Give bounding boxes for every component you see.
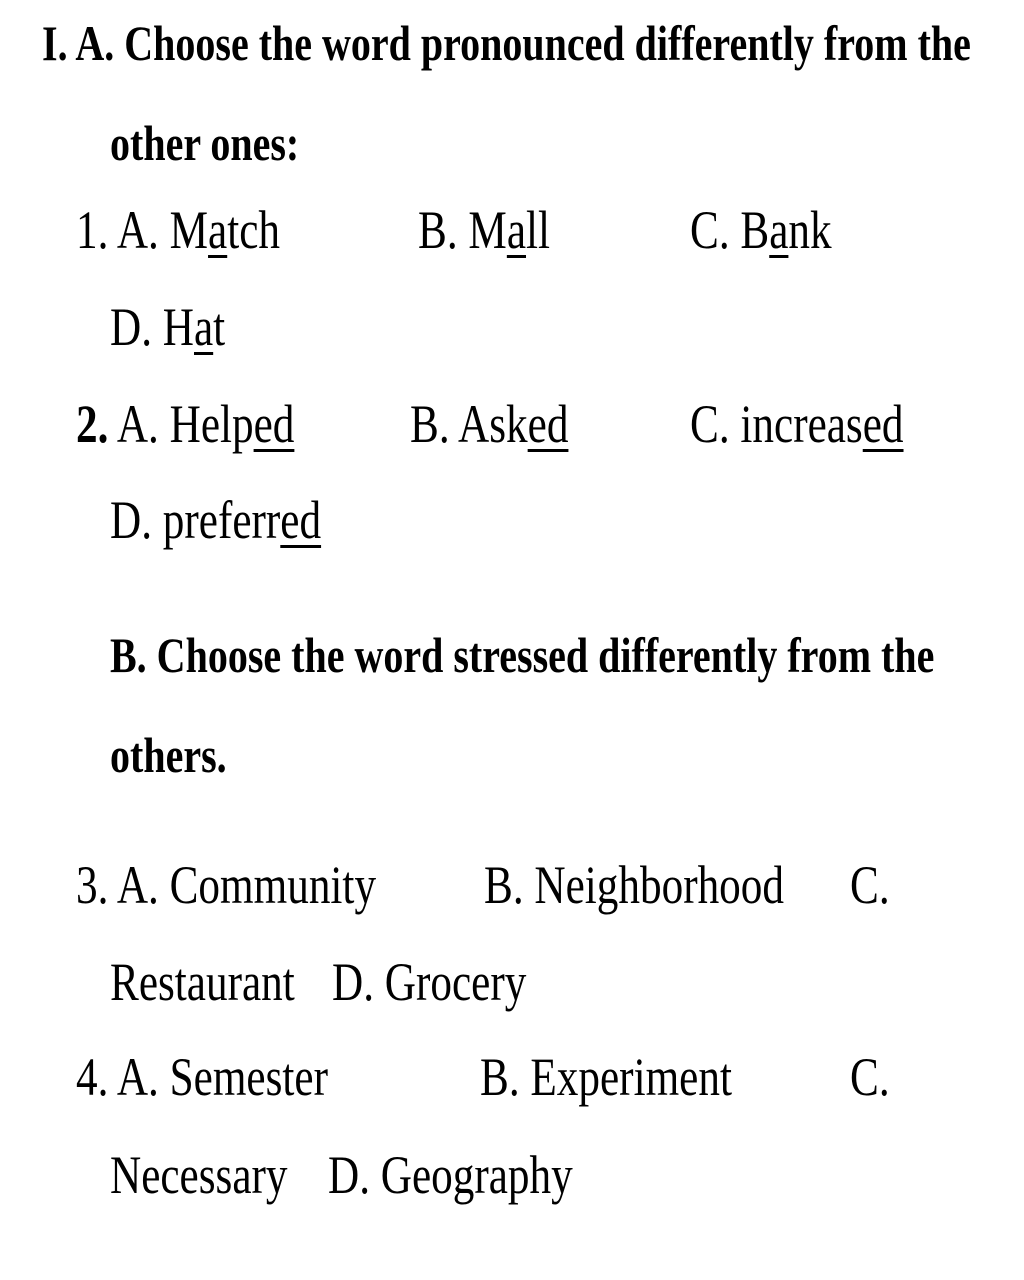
q2-option-d: D. preferred: [110, 490, 322, 550]
q2-option-b: B. Asked: [410, 394, 569, 454]
q3-option-c-word: Restaurant: [110, 952, 295, 1012]
q1-option-c: C. Bank: [690, 200, 832, 260]
q2-option-d-underlined: ed: [280, 490, 322, 550]
q2-option-a: 2. A. Helped: [76, 394, 295, 454]
q1-option-a: 1. A. Match: [76, 200, 280, 260]
q1-option-b: B. Mall: [418, 200, 551, 260]
q1-option-b-underlined: a: [506, 200, 527, 260]
section-a-title-continued: other ones:: [110, 115, 300, 171]
q3-option-d: D. Grocery: [332, 952, 527, 1012]
section-b-title: B. Choose the word stressed differently from the: [110, 627, 935, 683]
q2-option-a-underlined: ed: [253, 394, 295, 454]
q4-option-c-label: C.: [850, 1047, 890, 1107]
q3-option-a: 3. A. Community: [76, 855, 377, 915]
q4-option-b: B. Experiment: [480, 1047, 732, 1107]
q1-option-a-underlined: a: [208, 200, 228, 260]
q4-option-d: D. Geography: [328, 1145, 573, 1205]
section-b-title-continued: others.: [110, 727, 227, 783]
q2-option-c-underlined: ed: [862, 394, 904, 454]
q4-option-c-word: Necessary: [110, 1145, 288, 1205]
q1-number: 1.: [76, 200, 109, 260]
q1-option-d: D. Hat: [110, 297, 226, 357]
q1-option-d-underlined: a: [194, 297, 214, 357]
q2-option-b-underlined: ed: [527, 394, 569, 454]
section-a-title: I. A. Choose the word pronounced differently from the: [42, 15, 971, 71]
q3-option-b: B. Neighborhood: [484, 855, 784, 915]
q4-option-a: 4. A. Semester: [76, 1047, 328, 1107]
q2-option-c: C. increased: [690, 394, 904, 454]
q1-option-c-underlined: a: [769, 200, 789, 260]
q3-option-c-label: C.: [850, 855, 890, 915]
q2-number: 2.: [76, 394, 109, 454]
